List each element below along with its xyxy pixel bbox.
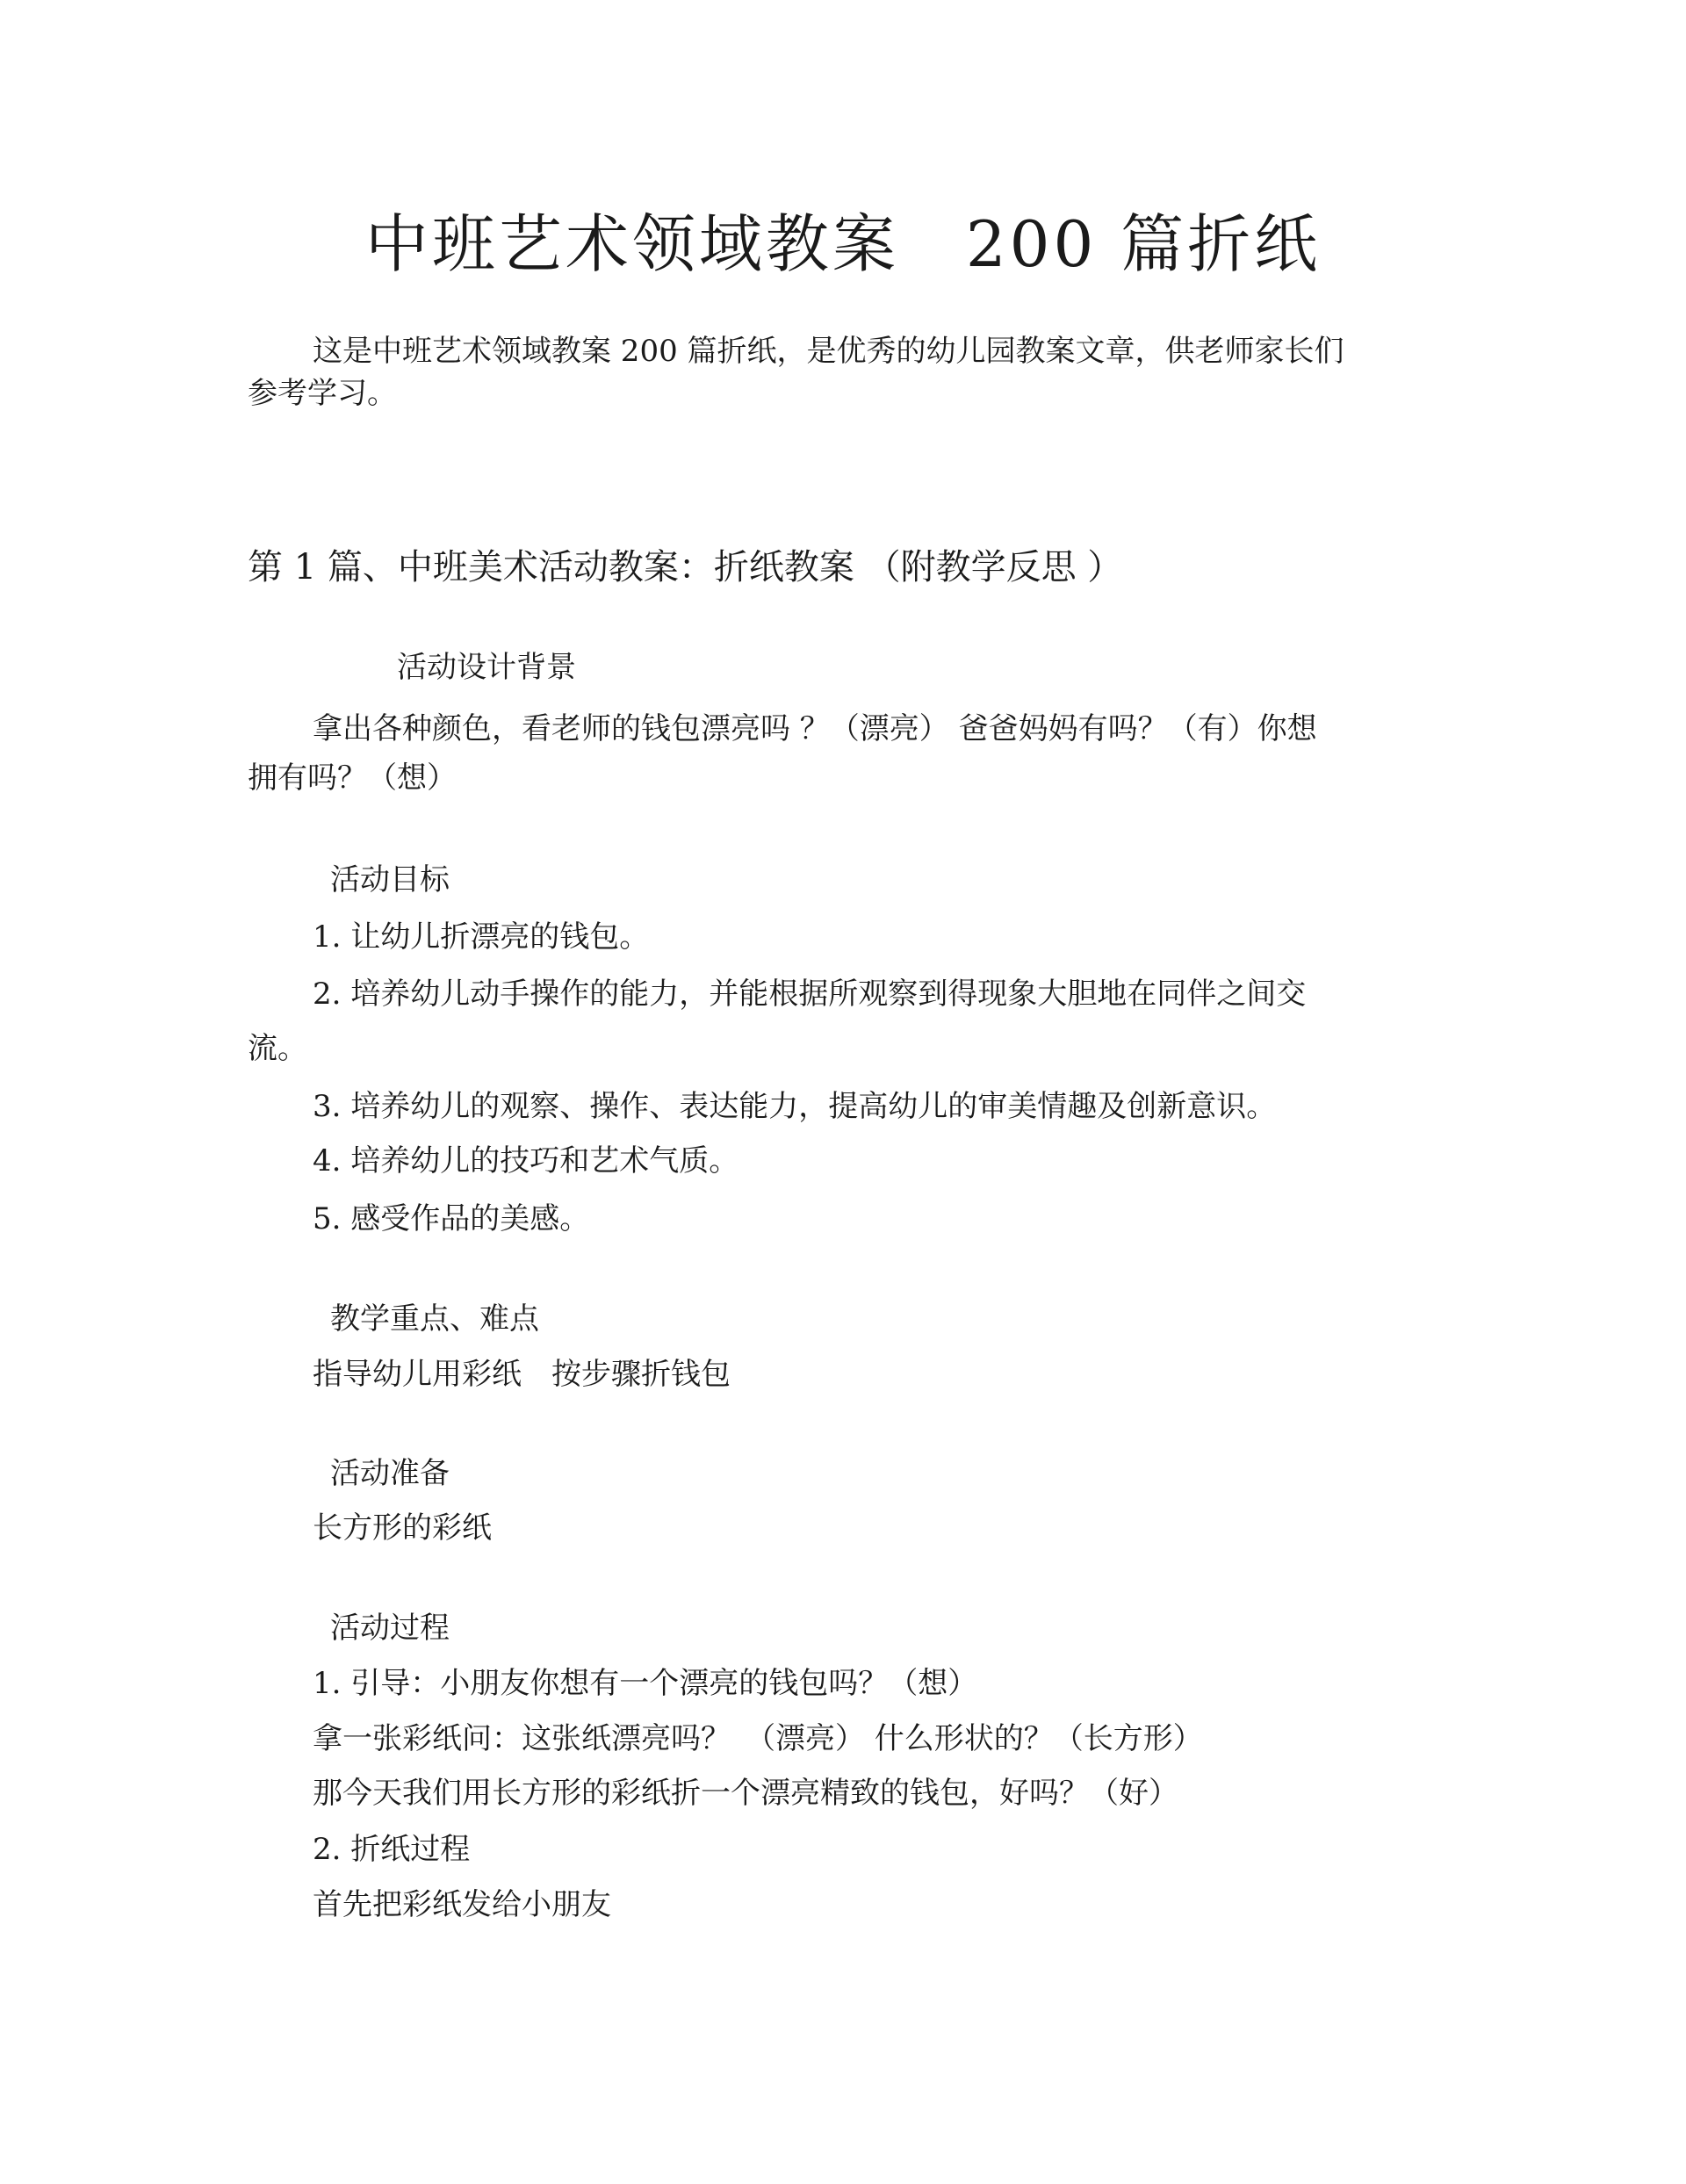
intro-line-1: 这是中班艺术领域教案 200 篇折纸，是优秀的幼儿园教案文章，供老师家长们 bbox=[313, 334, 1344, 369]
background-line-2: 拥有吗？（想） bbox=[248, 760, 457, 796]
process-label: 活动过程 bbox=[330, 1611, 450, 1646]
preparation-label: 活动准备 bbox=[330, 1456, 450, 1491]
process-line-2: 拿一张彩纸问：这张纸漂亮吗？ （漂亮） 什么形状的？（长方形） bbox=[313, 1721, 1203, 1756]
background-label: 活动设计背景 bbox=[397, 650, 576, 685]
process-line-1: 1. 引导：小朋友你想有一个漂亮的钱包吗？（想） bbox=[313, 1666, 978, 1701]
process-line-5: 首先把彩纸发给小朋友 bbox=[313, 1887, 611, 1922]
goal-item-1: 1. 让幼儿折漂亮的钱包。 bbox=[313, 919, 650, 955]
document-title: 中班艺术领域教案 200 篇折纸 bbox=[364, 207, 1322, 281]
keypoints-label: 教学重点、难点 bbox=[330, 1301, 539, 1337]
process-line-3: 那今天我们用长方形的彩纸折一个漂亮精致的钱包，好吗？（好） bbox=[313, 1776, 1178, 1811]
goal-item-2-line-2: 流。 bbox=[248, 1031, 307, 1066]
goal-item-2-line-1: 2. 培养幼儿动手操作的能力，并能根据所观察到得现象大胆地在同伴之间交 bbox=[313, 977, 1307, 1012]
preparation-text: 长方形的彩纸 bbox=[313, 1510, 492, 1546]
goal-item-3: 3. 培养幼儿的观察、操作、表达能力，提高幼儿的审美情趣及创新意识。 bbox=[313, 1089, 1277, 1124]
chapter-heading: 第 1 篇、中班美术活动教案：折纸教案 （附教学反思 ） bbox=[248, 547, 1123, 587]
goal-item-5: 5. 感受作品的美感。 bbox=[313, 1201, 590, 1236]
background-line-1: 拿出各种颜色，看老师的钱包漂亮吗 ？（漂亮） 爸爸妈妈有吗？（有）你想 bbox=[313, 711, 1317, 746]
goals-label: 活动目标 bbox=[330, 862, 450, 897]
intro-line-2: 参考学习。 bbox=[248, 376, 397, 411]
keypoints-text: 指导幼儿用彩纸 按步骤折钱包 bbox=[313, 1357, 731, 1392]
goal-item-4: 4. 培养幼儿的技巧和艺术气质。 bbox=[313, 1143, 739, 1178]
process-line-4: 2. 折纸过程 bbox=[313, 1832, 471, 1867]
